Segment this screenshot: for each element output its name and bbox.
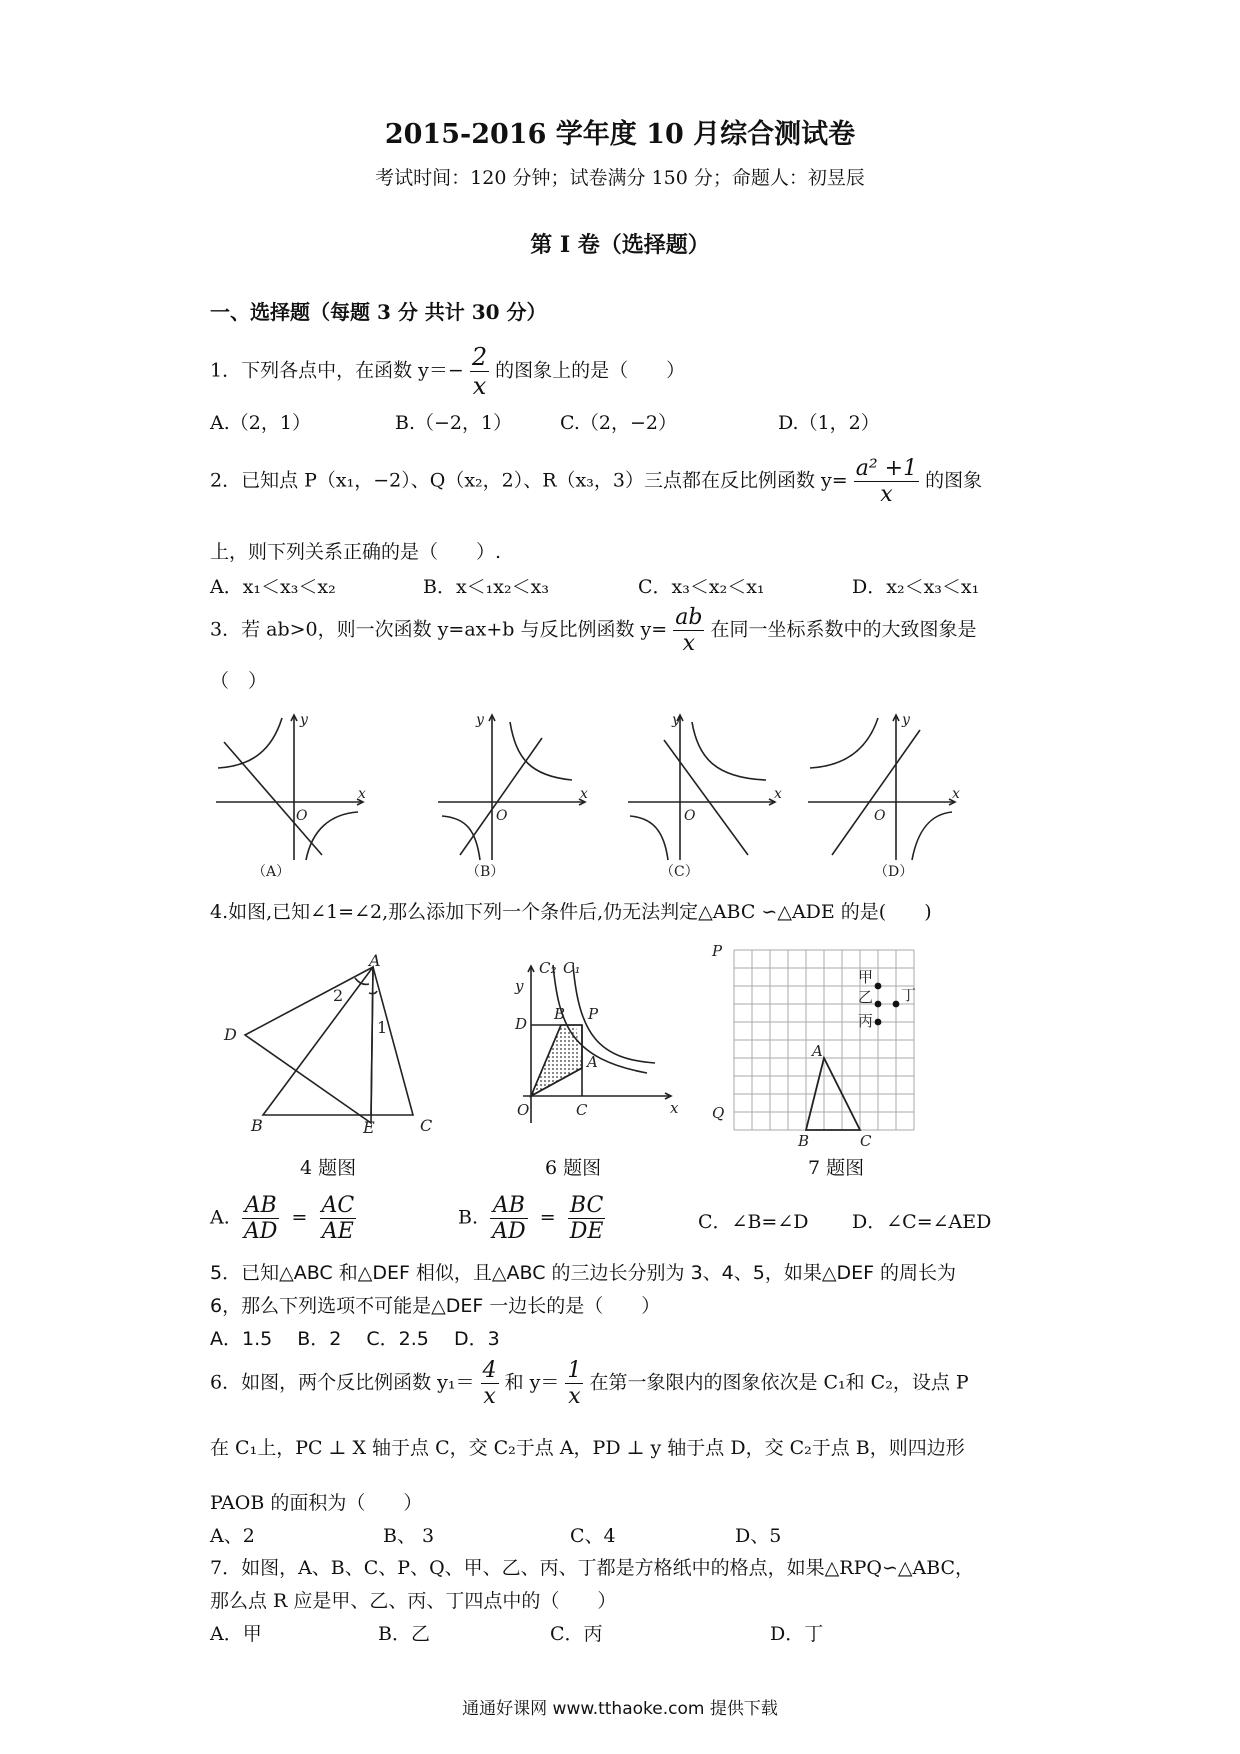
fig6-label-b: B <box>554 1005 566 1023</box>
q2-option-d: D．x₂＜x₃＜x₁ <box>852 576 980 598</box>
fig6-label-o: O <box>517 1101 530 1119</box>
q5-line-2: 6，那么下列选项不可能是△DEF 一边长的是（ ） <box>210 1295 661 1317</box>
question-6 <box>210 1358 969 1409</box>
q1-text-pre: 1．下列各点中，在函数 y＝− <box>210 359 464 382</box>
q4-a-right-den: AE <box>321 1219 354 1244</box>
graph-d-y-label: y <box>902 712 910 728</box>
q6-fraction-1 <box>481 1358 499 1409</box>
q2-fraction <box>854 456 919 507</box>
fig7-point-bing <box>875 1019 882 1026</box>
q6-fraction-2-num: 1 <box>567 1358 582 1383</box>
q6-text-pre: 6．如图，两个反比例函数 y₁＝ <box>210 1371 475 1394</box>
question-2 <box>210 456 982 507</box>
graph-d-x-label: x <box>952 786 960 802</box>
q7-option-d: D．丁 <box>770 1623 824 1645</box>
q3-fraction-num: ab <box>675 605 703 630</box>
q4-b-right-fraction <box>568 1193 606 1244</box>
fig7-point-ding <box>893 1001 900 1008</box>
fig4-angle-2: 2 <box>333 986 344 1005</box>
fig7-label-jia: 甲 <box>858 968 874 986</box>
fig6-label-p: P <box>588 1005 599 1023</box>
q1-fraction-den: x <box>472 372 487 400</box>
graph-d-origin: O <box>874 808 886 824</box>
fig6-label-x: x <box>670 1099 679 1117</box>
q4-option-d: D．∠C=∠AED <box>852 1211 992 1233</box>
q2-option-c: C．x₃＜x₂＜x₁ <box>638 576 765 598</box>
graph-c-y-label: y <box>672 712 680 728</box>
figure-4-caption: 4 题图 <box>300 1157 357 1179</box>
fig4-label-b: B <box>251 1116 263 1135</box>
q2-option-b: B．x＜₁x₂＜x₃ <box>423 576 549 598</box>
q4-b-right-num: BC <box>568 1193 606 1219</box>
q4-a-right-fraction <box>320 1193 357 1244</box>
graph-a-x-label: x <box>358 786 366 802</box>
graph-a <box>216 715 363 860</box>
question-1 <box>210 343 685 400</box>
fig7-point-jia <box>875 983 882 990</box>
graph-c-x-label: x <box>774 786 782 802</box>
graph-b-x-label: x <box>580 786 588 802</box>
q3-graphs <box>210 700 970 880</box>
figure-7-caption: 7 题图 <box>808 1157 865 1179</box>
q5-line-1: 5．已知△ABC 和△DEF 相似，且△ABC 的三边长分别为 3、4、5，如果△DEF 的周长为 <box>210 1262 957 1284</box>
page-title: 2015-2016 学年度 10 月综合测试卷 <box>384 119 856 150</box>
graph-b-label: （B） <box>466 864 505 880</box>
q4-b-left-num: AB <box>490 1193 528 1219</box>
q4-a-left-den: AD <box>243 1219 278 1244</box>
fig4-label-e: E <box>363 1118 375 1137</box>
fig7-label-c: C <box>860 1132 872 1150</box>
q6-text-mid: 和 y＝ <box>504 1371 560 1394</box>
q2-text-post: 的图象 <box>925 469 983 492</box>
fig6-label-c2: C₂ <box>539 959 557 977</box>
q6-fraction-2-den: x <box>568 1384 581 1409</box>
fig7-label-b: B <box>798 1132 810 1150</box>
question-4: 4.如图,已知∠1=∠2,那么添加下列一个条件后,仍无法判定△ABC ∽△ADE 的是( ) <box>210 901 932 923</box>
q1-option-b: B.（−2，1） <box>395 412 513 434</box>
fig6-label-c1: C₁ <box>563 959 581 977</box>
q1-option-a: A.（2，1） <box>210 412 311 434</box>
q5-options: A．1.5 B．2 C．2.5 D．3 <box>210 1328 500 1350</box>
q4-a-right-num: AC <box>321 1193 355 1218</box>
figure-6 <box>495 955 685 1140</box>
fig7-label-ding: 丁 <box>901 986 917 1004</box>
graph-b <box>438 715 585 860</box>
triangle-ade <box>245 967 373 1123</box>
q6-text-post: 在第一象限内的图象依次是 C₁和 C₂，设点 P <box>589 1371 969 1394</box>
fig4-label-c: C <box>420 1116 433 1135</box>
fig4-label-d: D <box>224 1025 237 1044</box>
q4-option-b <box>458 1193 605 1244</box>
figure-6-caption: 6 题图 <box>545 1157 602 1179</box>
q1-option-d: D.（1，2） <box>778 412 880 434</box>
q6-option-a: A、2 <box>210 1525 255 1547</box>
fig6-label-y: y <box>515 977 524 995</box>
graph-d-label: （D） <box>874 864 914 880</box>
q3-fraction <box>673 605 704 656</box>
q3-text-pre: 3．若 ab>0，则一次函数 y=ax+b 与反比例函数 y= <box>210 618 668 641</box>
q4-b-right-den: DE <box>569 1219 604 1244</box>
volume-title: 第 I 卷（选择题） <box>530 232 710 258</box>
q1-fraction-num: 2 <box>471 343 488 371</box>
q2-fraction-num: a² +1 <box>855 456 918 481</box>
q4-b-left-fraction <box>490 1193 528 1244</box>
q6-option-b: B、 3 <box>383 1525 435 1547</box>
graph-a-y-label: y <box>300 712 308 728</box>
graph-c-label: （C） <box>660 864 699 880</box>
graph-c-origin: O <box>684 808 696 824</box>
fig6-label-c: C <box>576 1101 588 1119</box>
q7-line-1: 7．如图，A、B、C、P、Q、甲、乙、丙、丁都是方格纸中的格点，如果△RPQ∽△ABC， <box>210 1557 975 1579</box>
q7-option-c: C．丙 <box>550 1623 603 1645</box>
q3-text-post: 在同一坐标系数中的大致图象是 <box>710 618 977 641</box>
graph-b-origin: O <box>496 808 508 824</box>
q4-b-equals: = <box>539 1206 556 1229</box>
q4-b-left-den: AD <box>492 1219 526 1244</box>
graph-c <box>628 715 775 860</box>
q7-option-b: B．乙 <box>378 1623 430 1645</box>
q7-line-2: 那么点 R 应是甲、乙、丙、丁四点中的（ ） <box>210 1590 617 1612</box>
q6-option-d: D、5 <box>735 1525 782 1547</box>
fig6-label-a: A <box>587 1053 598 1071</box>
q2-text-pre: 2．已知点 P（x₁，−2）、Q（x₂，2）、R（x₃，3）三点都在反比例函数 y= <box>210 469 848 492</box>
q4-a-equals: = <box>291 1206 308 1229</box>
graph-d <box>808 715 955 860</box>
q6-fraction-2 <box>565 1358 583 1409</box>
q6-option-c: C、4 <box>570 1525 616 1547</box>
q3-line-2: （ ） <box>210 670 268 692</box>
q1-text-post: 的图象上的是（ ） <box>495 359 686 382</box>
q3-fraction-den: x <box>682 631 696 656</box>
fig7-label-yi: 乙 <box>858 988 874 1006</box>
q6-fraction-1-num: 4 <box>482 1358 497 1383</box>
exam-info: 考试时间：120 分钟；试卷满分 150 分；命题人：初昱辰 <box>375 167 865 189</box>
q4-a-left-num: AB <box>242 1193 280 1219</box>
q4-option-a <box>210 1193 356 1244</box>
fig7-point-yi <box>875 1001 882 1008</box>
page-footer: 通通好课网 www.tthaoke.com 提供下载 <box>462 1699 778 1719</box>
fig7-label-p: P <box>712 942 723 960</box>
q1-fraction <box>470 343 489 400</box>
graph-a-origin: O <box>296 808 308 824</box>
figure-7 <box>710 940 920 1150</box>
q2-fraction-den: x <box>880 482 893 507</box>
question-3 <box>210 605 977 656</box>
fig7-label-q: Q <box>712 1104 725 1122</box>
q2-line-2: 上，则下列关系正确的是（ ）. <box>210 541 502 563</box>
fig7-label-bing: 丙 <box>858 1012 874 1030</box>
graph-a-label: （A） <box>252 864 291 880</box>
graph-b-y-label: y <box>476 712 484 728</box>
fig4-angle-1: 1 <box>377 1018 388 1037</box>
q4-a-left-fraction <box>242 1193 280 1244</box>
figure-4 <box>215 951 445 1140</box>
q6-fraction-1-den: x <box>483 1384 496 1409</box>
fig7-grid <box>734 950 917 1130</box>
q6-line-2: 在 C₁上，PC ⊥ X 轴于点 C，交 C₂于点 A，PD ⊥ y 轴于点 D，交 C₂于点 B，则四边形 <box>210 1437 965 1459</box>
q1-option-c: C.（2，−2） <box>560 412 677 434</box>
q4-option-a-label: A. <box>210 1206 230 1229</box>
q7-option-a: A．甲 <box>210 1623 262 1645</box>
fig6-label-d: D <box>515 1015 528 1033</box>
fig4-label-a: A <box>369 951 381 970</box>
q4-option-c: C．∠B=∠D <box>698 1211 809 1233</box>
fig7-label-a: A <box>812 1042 823 1060</box>
q6-line-3: PAOB 的面积为（ ） <box>210 1492 423 1514</box>
q4-option-b-label: B. <box>458 1206 479 1229</box>
q2-option-a: A．x₁＜x₃＜x₂ <box>210 576 336 598</box>
section-heading: 一、选择题（每题 3 分 共计 30 分） <box>210 300 547 324</box>
